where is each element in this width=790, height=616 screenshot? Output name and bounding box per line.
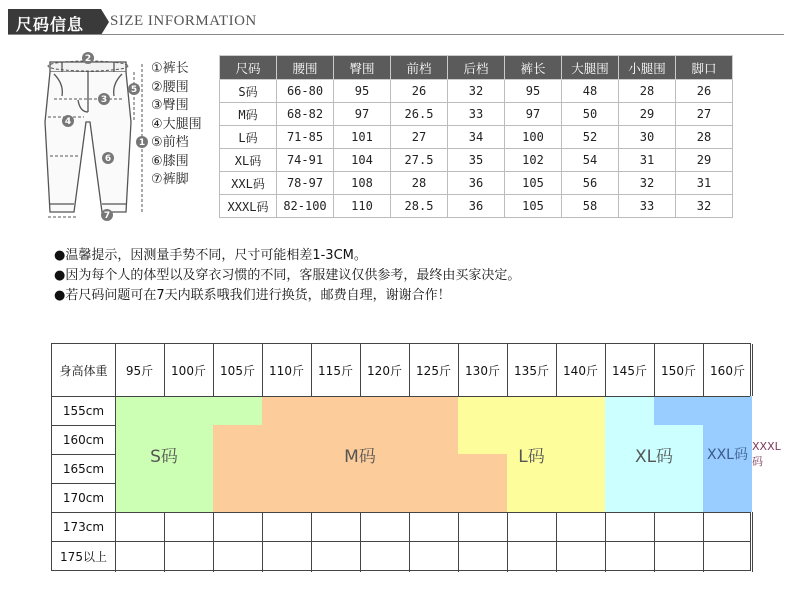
size-zone-label-l: L码 [518, 446, 545, 467]
col-header: 臀围 [334, 56, 391, 80]
size-table-row [220, 126, 733, 149]
size-value-cell: 32 [448, 80, 505, 103]
size-value-cell: 33 [619, 195, 676, 218]
size-value-cell: 32 [676, 195, 733, 218]
weight-header-cell: 135斤 [514, 363, 549, 378]
size-value-cell: 74-91 [277, 149, 334, 172]
weight-header-cell: 110斤 [269, 363, 304, 378]
weight-header-cell: 140斤 [563, 363, 598, 378]
size-value-cell: 33 [448, 103, 505, 126]
grid-line [262, 512, 263, 572]
svg-text:5: 5 [130, 85, 138, 95]
size-value-cell: 95 [334, 80, 391, 103]
height-weight-chart [51, 343, 781, 571]
height-row-label: 170cm [62, 490, 105, 505]
size-value-cell: 97 [505, 103, 562, 126]
size-value-cell: 31 [676, 172, 733, 195]
legend-item-waist: ②腰围 [151, 79, 189, 95]
height-row-label: 155cm [62, 403, 105, 418]
size-zone-label-xxxl: XXXL码 [752, 439, 781, 468]
header-title-cn: 尺码信息 [16, 15, 85, 34]
col-header: 腰围 [277, 56, 334, 80]
size-value-cell: 110 [334, 195, 391, 218]
weight-header-cell: 130斤 [465, 363, 500, 378]
height-row-label: 175以上 [60, 550, 107, 564]
pants-diagram-icon [40, 52, 160, 224]
size-table-row [220, 80, 733, 103]
size-value-cell: 28 [676, 126, 733, 149]
chart-corner-label: 身高体重 [59, 363, 108, 378]
grid-line [52, 541, 750, 542]
size-value-cell: 29 [619, 103, 676, 126]
grid-line [409, 512, 410, 572]
size-value-cell: 68-82 [277, 103, 334, 126]
col-header: 脚口 [676, 56, 733, 80]
legend-item-front-rise: ⑤前档 [151, 135, 189, 150]
grid-line [458, 512, 459, 572]
size-value-cell: 56 [562, 172, 619, 195]
size-label-cell: XXXL码 [220, 195, 277, 218]
height-row-label: 165cm [62, 461, 105, 476]
legend-item-thigh: ④大腿围 [151, 116, 202, 132]
col-header: 尺码 [220, 56, 277, 80]
size-zone-s [213, 396, 262, 425]
weight-header-cell: 95斤 [125, 363, 154, 378]
size-value-cell: 54 [562, 149, 619, 172]
size-label-cell: XL码 [220, 149, 277, 172]
header-divider [8, 34, 784, 35]
size-value-cell: 100 [505, 126, 562, 149]
weight-header-cell: 160斤 [710, 363, 745, 378]
notes-block [54, 246, 520, 306]
size-value-cell: 27.5 [391, 149, 448, 172]
svg-text:7: 7 [103, 211, 111, 221]
size-value-cell: 27 [391, 126, 448, 149]
size-label-cell: M码 [220, 103, 277, 126]
size-value-cell: 26 [676, 80, 733, 103]
weight-header-cell: 150斤 [661, 363, 696, 378]
note-line: ●若尺码问题可在7天内联系哦我们进行换货，邮费自理，谢谢合作！ [54, 288, 451, 303]
col-header: 小腿围 [619, 56, 676, 80]
size-value-cell: 50 [562, 103, 619, 126]
header-title-en: SIZE INFORMATION [110, 13, 257, 29]
size-value-cell: 105 [505, 195, 562, 218]
size-value-cell: 29 [676, 149, 733, 172]
size-value-cell: 31 [619, 149, 676, 172]
height-row-label: 173cm [62, 519, 105, 534]
grid-line [360, 512, 361, 572]
weight-header-cell: 145斤 [612, 363, 647, 378]
grid-line [164, 512, 165, 572]
size-value-cell: 32 [619, 172, 676, 195]
size-value-cell: 108 [334, 172, 391, 195]
size-value-cell: 82-100 [277, 195, 334, 218]
size-value-cell: 26 [391, 80, 448, 103]
weight-header-cell: 105斤 [220, 363, 255, 378]
grid-line [52, 512, 750, 513]
legend-item-hem: ⑦裤脚 [151, 172, 189, 187]
size-value-cell: 28 [391, 172, 448, 195]
svg-text:2: 2 [84, 54, 92, 64]
svg-text:6: 6 [104, 154, 112, 164]
grid-line [507, 512, 508, 572]
note-line: ●温馨提示，因测量手势不同，尺寸可能相差1-3CM。 [54, 248, 367, 263]
size-value-cell: 78-97 [277, 172, 334, 195]
note-line: ●因为每个人的体型以及穿衣习惯的不同，客服建议仅供参考，最终由买家决定。 [54, 268, 521, 283]
size-zone-m [213, 425, 262, 512]
weight-header-cell: 120斤 [367, 363, 402, 378]
grid-line [556, 512, 557, 572]
size-zone-label-s: S码 [150, 446, 178, 467]
size-table-row [220, 103, 733, 126]
size-value-cell: 101 [334, 126, 391, 149]
grid-line [654, 512, 655, 572]
size-zone-label-m: M码 [344, 446, 376, 467]
size-table-row [220, 172, 733, 195]
size-value-cell: 105 [505, 172, 562, 195]
size-table-row [220, 195, 733, 218]
size-value-cell: 97 [334, 103, 391, 126]
size-value-cell: 71-85 [277, 126, 334, 149]
grid-line [311, 512, 312, 572]
grid-line [752, 344, 753, 396]
size-value-cell: 36 [448, 172, 505, 195]
size-label-cell: L码 [220, 126, 277, 149]
size-value-cell: 95 [505, 80, 562, 103]
grid-line [703, 512, 704, 572]
legend-item-knee: ⑥膝围 [151, 153, 189, 169]
col-header: 后档 [448, 56, 505, 80]
grid-line [213, 512, 214, 572]
size-label-cell: S码 [220, 80, 277, 103]
svg-text:3: 3 [100, 95, 108, 105]
size-value-cell: 48 [562, 80, 619, 103]
height-row-label: 160cm [62, 432, 105, 447]
col-header: 大腿围 [562, 56, 619, 80]
size-table [219, 55, 733, 218]
size-value-cell: 102 [505, 149, 562, 172]
size-value-cell: 36 [448, 195, 505, 218]
size-value-cell: 58 [562, 195, 619, 218]
col-header: 前档 [391, 56, 448, 80]
weight-header-cell: 100斤 [171, 363, 206, 378]
size-value-cell: 26.5 [391, 103, 448, 126]
size-value-cell: 35 [448, 149, 505, 172]
size-value-cell: 28.5 [391, 195, 448, 218]
size-label-cell: XXL码 [220, 172, 277, 195]
size-value-cell: 27 [676, 103, 733, 126]
weight-header-cell: 125斤 [416, 363, 451, 378]
header-tab-notch [101, 9, 109, 35]
size-value-cell: 104 [334, 149, 391, 172]
size-value-cell: 34 [448, 126, 505, 149]
col-header: 裤长 [505, 56, 562, 80]
legend-item-hip: ③臀围 [151, 98, 189, 113]
svg-text:1: 1 [138, 138, 146, 148]
size-zone-label-xl: XL码 [634, 446, 674, 467]
size-table-row [220, 149, 733, 172]
svg-text:4: 4 [64, 117, 72, 127]
size-value-cell: 30 [619, 126, 676, 149]
size-value-cell: 28 [619, 80, 676, 103]
legend-item-length: ①裤长 [151, 61, 189, 76]
weight-header-cell: 115斤 [318, 363, 353, 378]
measurement-legend [151, 60, 202, 190]
size-zone-label-xxl: XXL码 [707, 447, 748, 463]
size-table-header-row [220, 56, 733, 80]
size-value-cell: 52 [562, 126, 619, 149]
size-value-cell: 66-80 [277, 80, 334, 103]
grid-line [752, 512, 753, 572]
grid-line [605, 512, 606, 572]
